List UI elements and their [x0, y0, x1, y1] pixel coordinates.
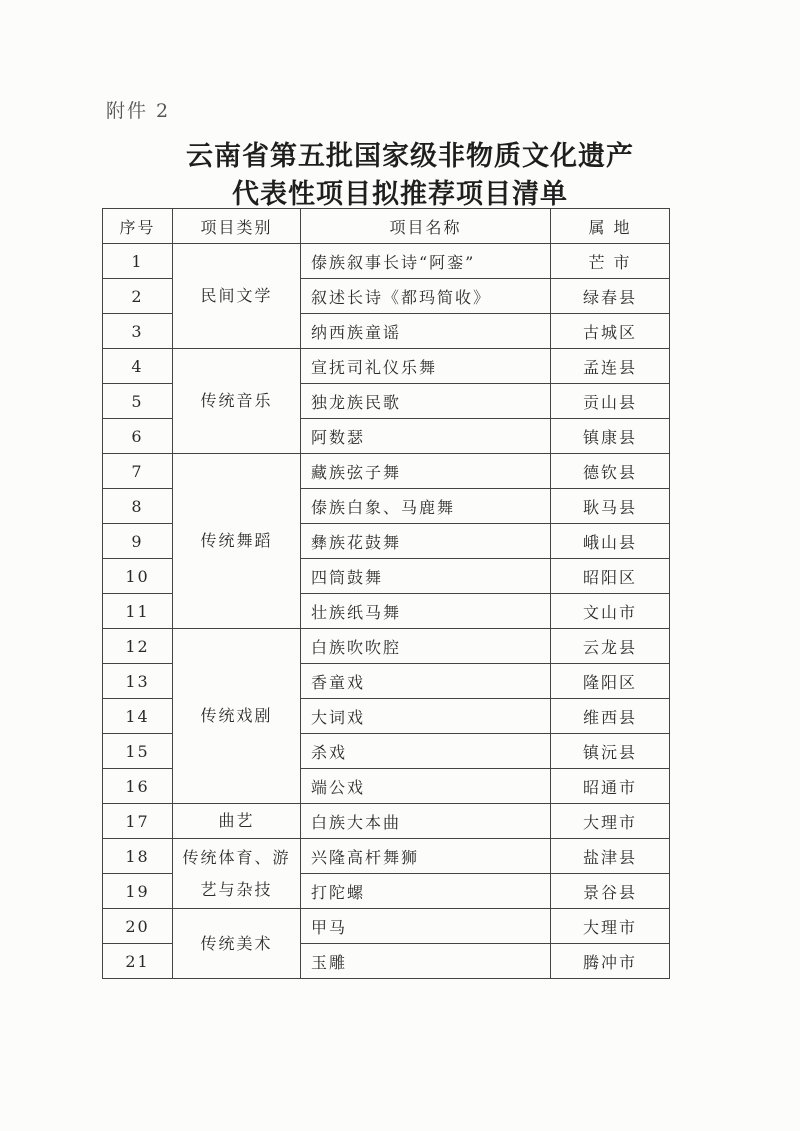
heritage-project-table [102, 208, 670, 979]
project-name: 傣族白象、马鹿舞 [301, 489, 551, 524]
table-row [103, 909, 670, 944]
project-place: 耿马县 [551, 489, 670, 524]
project-place: 大理市 [551, 909, 670, 944]
row-number: 6 [103, 419, 173, 454]
category-label: 传统体育、游 [182, 847, 291, 867]
project-name: 端公戏 [301, 769, 551, 804]
row-number: 19 [103, 874, 173, 909]
table-row [103, 244, 670, 279]
project-place: 昭阳区 [551, 559, 670, 594]
project-name: 大词戏 [301, 699, 551, 734]
row-number: 14 [103, 699, 173, 734]
row-number: 16 [103, 769, 173, 804]
project-place: 腾冲市 [551, 944, 670, 979]
project-place: 德钦县 [551, 454, 670, 489]
category-cell [173, 244, 301, 349]
table-row [103, 629, 670, 664]
category-label: 曲艺 [218, 811, 255, 830]
project-place: 景谷县 [551, 874, 670, 909]
header-no: 序号 [103, 209, 173, 244]
category-label: 民间文学 [200, 286, 273, 305]
row-number: 1 [103, 244, 173, 279]
project-name: 叙述长诗《都玛简收》 [301, 279, 551, 314]
category-cell [173, 629, 301, 804]
project-place: 贡山县 [551, 384, 670, 419]
project-name: 四筒鼓舞 [301, 559, 551, 594]
project-place: 大理市 [551, 804, 670, 839]
category-cell [173, 349, 301, 454]
project-place: 芒 市 [551, 244, 670, 279]
category-label: 传统美术 [200, 933, 273, 953]
table-row [103, 804, 670, 839]
row-number: 10 [103, 559, 173, 594]
project-name: 宣抚司礼仪乐舞 [301, 349, 551, 384]
row-number: 3 [103, 314, 173, 349]
header-name: 项目名称 [301, 209, 551, 244]
project-place: 镇康县 [551, 419, 670, 454]
table-row [103, 349, 670, 384]
project-name: 纳西族童谣 [301, 314, 551, 349]
row-number: 5 [103, 384, 173, 419]
project-place: 镇沅县 [551, 734, 670, 769]
row-number: 20 [103, 909, 173, 944]
project-name: 香童戏 [301, 664, 551, 699]
category-label: 艺与杂技 [200, 879, 273, 899]
header-category: 项目类别 [173, 209, 301, 244]
document-title-line-1: 云南省第五批国家级非物质文化遗产 [186, 141, 634, 172]
project-place: 文山市 [551, 594, 670, 629]
project-place: 维西县 [551, 699, 670, 734]
row-number: 7 [103, 454, 173, 489]
row-number: 2 [103, 279, 173, 314]
project-place: 盐津县 [551, 839, 670, 874]
table-row [103, 454, 670, 489]
project-place: 孟连县 [551, 349, 670, 384]
row-number: 9 [103, 524, 173, 559]
category-label: 传统舞蹈 [200, 531, 273, 550]
table-header-row [103, 209, 670, 244]
project-place: 绿春县 [551, 279, 670, 314]
row-number: 18 [103, 839, 173, 874]
category-label: 传统音乐 [200, 391, 273, 410]
project-name: 玉雕 [301, 944, 551, 979]
project-name: 白族吹吹腔 [301, 629, 551, 664]
document-title-line-2: 代表性项目拟推荐项目清单 [232, 179, 568, 210]
project-name: 白族大本曲 [301, 804, 551, 839]
project-name: 藏族弦子舞 [301, 454, 551, 489]
project-place: 隆阳区 [551, 664, 670, 699]
row-number: 8 [103, 489, 173, 524]
project-name: 壮族纸马舞 [301, 594, 551, 629]
category-label: 传统戏剧 [200, 706, 273, 725]
row-number: 13 [103, 664, 173, 699]
row-number: 17 [103, 804, 173, 839]
row-number: 21 [103, 944, 173, 979]
project-place: 峨山县 [551, 524, 670, 559]
row-number: 11 [103, 594, 173, 629]
project-name: 打陀螺 [301, 874, 551, 909]
row-number: 15 [103, 734, 173, 769]
project-name: 甲马 [301, 909, 551, 944]
project-name: 兴隆高杆舞狮 [301, 839, 551, 874]
row-number: 4 [103, 349, 173, 384]
project-name: 彝族花鼓舞 [301, 524, 551, 559]
table-row [103, 839, 670, 874]
project-name: 杀戏 [301, 734, 551, 769]
project-name: 独龙族民歌 [301, 384, 551, 419]
header-place: 属 地 [551, 209, 670, 244]
category-cell [173, 454, 301, 629]
attachment-label: 附件 2 [106, 100, 171, 122]
category-cell [173, 839, 301, 909]
project-place: 昭通市 [551, 769, 670, 804]
project-name: 阿数瑟 [301, 419, 551, 454]
category-cell [173, 804, 301, 839]
category-cell [173, 909, 301, 979]
table-body [103, 244, 670, 979]
project-place: 古城区 [551, 314, 670, 349]
project-name: 傣族叙事长诗“阿銮” [301, 244, 551, 279]
row-number: 12 [103, 629, 173, 664]
project-place: 云龙县 [551, 629, 670, 664]
